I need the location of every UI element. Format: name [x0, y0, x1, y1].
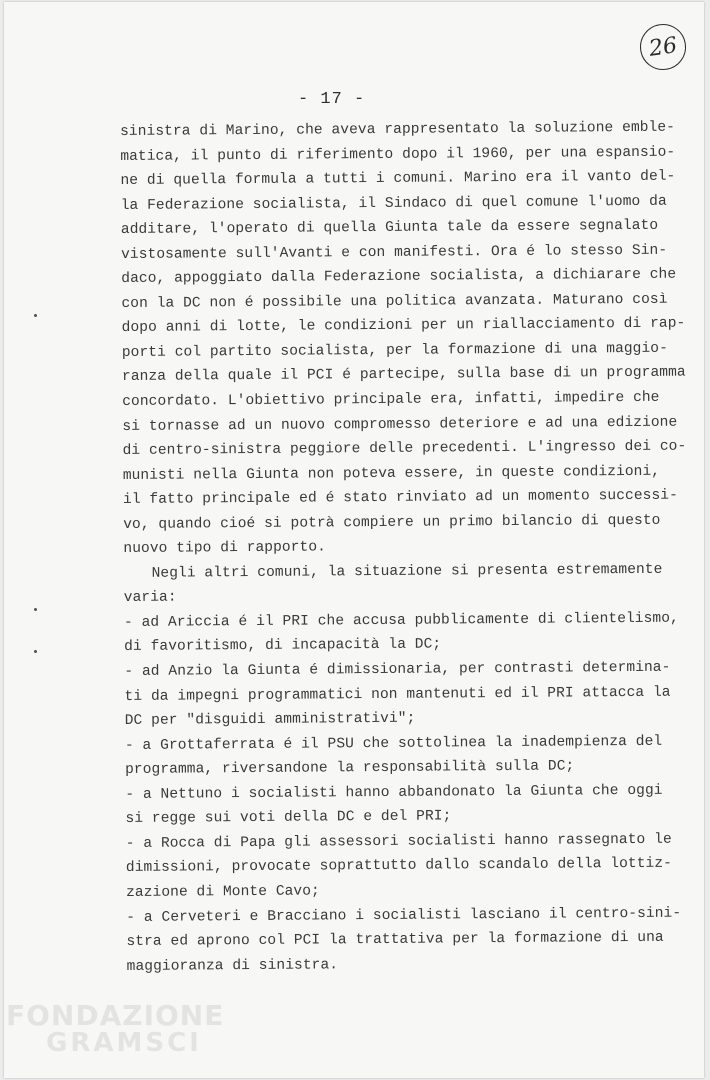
body-text — [120, 116, 687, 980]
page-number: - 17 - — [298, 90, 366, 109]
text-line: stra ed aprono col PCI la trattativa per la formazione di una — [126, 929, 664, 951]
list-item: - ad Ariccia é il PRI che accusa pubblicamente di clientelismo, — [123, 610, 679, 631]
text-line: con la DC non é possibile una politica avanzata. Maturano così — [121, 291, 668, 312]
watermark-logo — [6, 999, 225, 1058]
text-line: maggioranza di sinistra. — [126, 956, 339, 975]
list-item: - a Rocca di Papa gli assessori socialisti hanno rassegnato le — [125, 831, 672, 852]
watermark-line2: GRAMSCI — [46, 1028, 202, 1058]
text-line: matica, il punto di riferimento dopo il 1960, per una espansio- — [120, 144, 676, 165]
list-item: - a Cerveteri e Bracciano i socialisti lasciano il centro-sini- — [126, 905, 682, 926]
text-line: la Federazione socialista, il Sindaco di quel comune l'uomo da — [120, 193, 667, 214]
text-line: concordato. L'obiettivo principale era, infatti, impedire che — [122, 389, 660, 411]
text-line: ranza della quale il PCI é partecipe, sulla base di un programma — [121, 365, 686, 386]
text-line: si tornasse ad un nuovo compromesso deteriore e ad una edizione — [122, 414, 678, 435]
margin-mark — [34, 608, 37, 611]
margin-mark — [34, 314, 37, 317]
text-line: vistosamente sull'Avanti e con manifesti. Ora é lo stesso Sin- — [120, 242, 668, 263]
list-item: - a Nettuno i socialisti hanno abbandonato la Giunta che oggi — [125, 782, 663, 803]
text-line: programma, riversandone la responsabilità sulla DC; — [125, 758, 575, 779]
text-line: zazione di Monte Cavo; — [126, 883, 320, 901]
text-line: munisti nella Giunta non poteva essere, in queste condizioni, — [122, 463, 661, 484]
text-line: dimissioni, provocate soprattutto dallo scandalo della lottiz- — [125, 856, 673, 877]
archive-stamp — [637, 21, 689, 73]
text-line: vo, quando cioé si potrà compiere un primo bilancio di questo — [123, 512, 661, 533]
text-line: nuovo tipo di rapporto. — [123, 539, 327, 558]
text-line: di favoritismo, di incapacità la DC; — [124, 636, 442, 656]
text-line: di centro-sinistra peggiore delle precedenti. L'ingresso dei co- — [122, 438, 687, 460]
text-line: porti col partito socialista, per la formazione di una maggio- — [121, 340, 668, 361]
list-item: - ad Anzio la Giunta é dimissionaria, per contrasti determina- — [124, 659, 671, 681]
watermark-line1: FONDAZIONE — [6, 999, 225, 1032]
margin-mark — [34, 650, 37, 653]
document-page — [4, 2, 704, 1078]
list-item: - a Grottaferrata é il PSU che sottolinea la inadempienza del — [124, 733, 663, 754]
text-line: varia: — [123, 589, 177, 607]
text-line: si regge sui voti della DC e del PRI; — [125, 808, 452, 828]
text-line: il fatto principale ed é stato rinviato ad un momento successi- — [122, 487, 678, 509]
text-line: daco, appoggiato dalla Federazione socialista, a dichiarare che — [121, 266, 677, 288]
text-line: Negli altri comuni, la situazione si presenta estremamente — [151, 561, 663, 582]
text-line: additare, l'operato di quella Giunta tale da essere segnalato — [120, 217, 659, 239]
text-line: dopo anni di lotte, le condizioni per un riallacciamento di rap- — [121, 315, 686, 337]
text-line: ti da impegni programmatici non mantenuti ed il PRI attacca la — [124, 684, 671, 705]
text-line: DC per "disguidi amministrativi"; — [124, 710, 416, 730]
text-line: sinistra di Marino, che aveva rappresentato la soluzione emble- — [120, 119, 676, 140]
archive-number: 26 — [647, 32, 679, 62]
text-line: ne di quella formula a tutti i comuni. Marino era il vanto del- — [120, 168, 676, 190]
